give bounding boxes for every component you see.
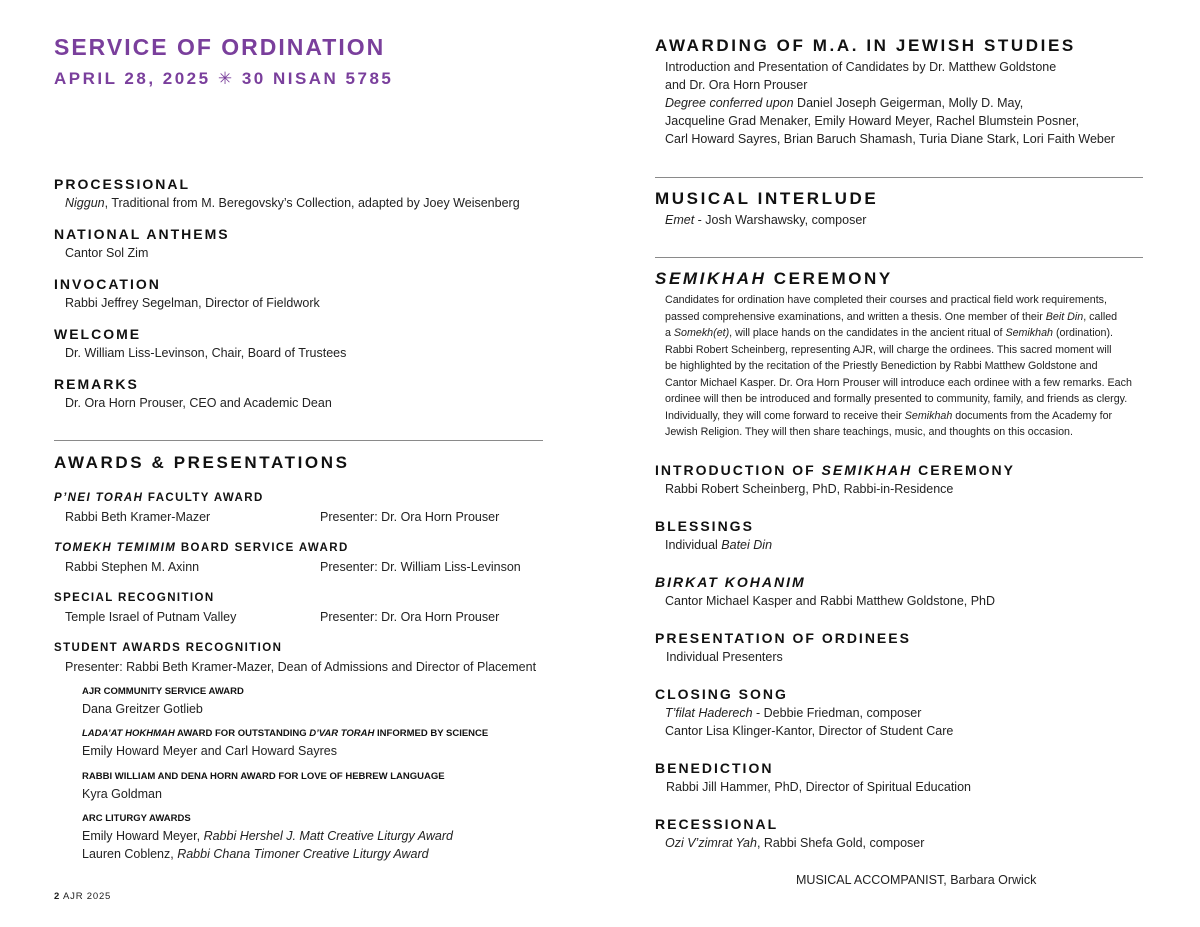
tomekh-heading bbox=[54, 542, 349, 554]
right-divider-2 bbox=[655, 257, 1143, 258]
footer-label: AJR 2025 bbox=[63, 891, 112, 902]
semikhah-p1: Candidates for ordination have completed their courses and practical field work requirements, bbox=[665, 294, 1107, 306]
arc-line1-name: Emily Howard Meyer, bbox=[82, 829, 204, 843]
recessional-credit: , Rabbi Shefa Gold, composer bbox=[756, 836, 925, 850]
tomekh-italic: TOMEKH TEMIMIM bbox=[54, 542, 177, 554]
date-separator-icon: ✳ bbox=[217, 69, 235, 88]
intro-text: Rabbi Robert Scheinberg, PhD, Rabbi-in-Residence bbox=[665, 482, 954, 496]
recessional-title: Ozi V’zimrat Yah bbox=[665, 836, 757, 850]
ma-heading: AWARDING OF M.A. IN JEWISH STUDIES bbox=[655, 36, 1076, 55]
semikhah-p8-a: Individually, they will come forward to receive their bbox=[665, 409, 905, 422]
closing-song-line2: Cantor Lisa Klinger-Kantor, Director of Student Care bbox=[665, 724, 954, 738]
date-gregorian: APRIL 28, 2025 bbox=[54, 69, 211, 88]
beit-din-italic: Beit Din bbox=[1045, 310, 1084, 323]
processional-text bbox=[65, 194, 520, 212]
semikhah-p2 bbox=[665, 309, 1132, 326]
arc-liturgy-line1 bbox=[82, 827, 453, 845]
ladaat-italic: LADA’AT HOKHMAH bbox=[82, 728, 175, 739]
semikhah-p2-end: , called bbox=[1083, 310, 1118, 323]
semikhah-italic: SEMIKHAH bbox=[655, 269, 767, 288]
pnei-torah-recipient: Rabbi Beth Kramer-Mazer bbox=[65, 510, 211, 524]
recessional-heading: RECESSIONAL bbox=[655, 816, 779, 832]
musical-accompanist: MUSICAL ACCOMPANIST, Barbara Orwick bbox=[796, 873, 1037, 887]
semikhah-p8-italic: Semikhah bbox=[904, 409, 953, 422]
remarks-text: Dr. Ora Horn Prouser, CEO and Academic Dean bbox=[65, 396, 332, 410]
student-awards-presenter: Presenter: Rabbi Beth Kramer-Mazer, Dean of Admissions and Director of Placement bbox=[65, 660, 537, 674]
closing-song-title: T’filat Haderech bbox=[665, 706, 753, 720]
ma-line2: and Dr. Ora Horn Prouser bbox=[665, 78, 808, 92]
semikhah-heading bbox=[655, 269, 893, 289]
ma-line1: Introduction and Presentation of Candidates by Dr. Matthew Goldstone bbox=[665, 60, 1057, 74]
interlude-credit: - Josh Warshawsky, composer bbox=[694, 213, 867, 227]
presentation-heading: PRESENTATION OF ORDINEES bbox=[655, 630, 911, 646]
community-service-recipient: Dana Greitzer Gotlieb bbox=[82, 702, 203, 716]
somekh-italic: Somekh(et) bbox=[673, 327, 730, 339]
ma-line4: Jacqueline Grad Menaker, Emily Howard Meyer, Rachel Blumstein Posner, bbox=[665, 114, 1080, 128]
arc-liturgy-heading: ARC LITURGY AWARDS bbox=[82, 813, 191, 824]
arc-line2-award: Rabbi Chana Timoner Creative Liturgy Award bbox=[177, 847, 429, 861]
national-anthems-heading: NATIONAL ANTHEMS bbox=[54, 226, 230, 242]
semikhah-p7: ordinee will then be introduced and formally presented to community, family, and friends as clergy. bbox=[665, 393, 1128, 405]
blessings-text-a: Individual bbox=[665, 538, 722, 552]
awards-heading: AWARDS & PRESENTATIONS bbox=[54, 453, 350, 472]
ma-line3 bbox=[665, 94, 1023, 112]
date-hebrew: 30 NISAN 5785 bbox=[241, 69, 394, 88]
semikhah-rest: CEREMONY bbox=[766, 269, 893, 288]
semikhah-p3-b: , will place hands on the candidates in the ancient ritual of bbox=[729, 327, 1006, 339]
pnei-torah-heading bbox=[54, 492, 264, 504]
special-recognition-heading: SPECIAL RECOGNITION bbox=[54, 592, 215, 604]
ma-degree-italic: Degree conferred upon bbox=[665, 96, 794, 110]
semikhah-p4: Rabbi Robert Scheinberg, representing AJR, will charge the ordinees. This sacred moment will bbox=[665, 343, 1112, 356]
processional-title: Niggun bbox=[65, 196, 105, 210]
intro-heading bbox=[655, 462, 1015, 478]
welcome-heading: WELCOME bbox=[54, 326, 142, 342]
semikhah-p3-a: a bbox=[665, 327, 674, 339]
community-service-heading: AJR COMMUNITY SERVICE AWARD bbox=[82, 686, 244, 697]
birkat-heading bbox=[655, 574, 806, 590]
semikhah-p3-italic: Semikhah bbox=[1005, 327, 1053, 339]
intro-heading-a: INTRODUCTION OF bbox=[655, 462, 822, 478]
pnei-torah-italic: P’NEI TORAH bbox=[54, 492, 144, 504]
semikhah-p3 bbox=[665, 325, 1132, 342]
processional-heading: PROCESSIONAL bbox=[54, 176, 191, 192]
horn-award-heading: RABBI WILLIAM AND DENA HORN AWARD FOR LOVE OF HEBREW LANGUAGE bbox=[82, 771, 445, 782]
ladaat-recipient: Emily Howard Meyer and Carl Howard Sayres bbox=[82, 744, 337, 758]
arc-line2-name: Lauren Coblenz, bbox=[82, 847, 178, 861]
horn-award-recipient: Kyra Goldman bbox=[82, 787, 162, 801]
blessings-heading: BLESSINGS bbox=[655, 518, 754, 534]
page-title: SERVICE OF ORDINATION bbox=[54, 34, 386, 60]
ladaat-mid: AWARD FOR OUTSTANDING bbox=[174, 728, 310, 739]
intro-heading-b: CEREMONY bbox=[912, 462, 1016, 478]
tomekh-recipient: Rabbi Stephen M. Axinn bbox=[65, 560, 200, 574]
birkat-italic: BIRKAT KOHANIM bbox=[655, 574, 806, 590]
ladaat-heading bbox=[82, 728, 488, 739]
service-date bbox=[54, 69, 393, 89]
welcome-text: Dr. William Liss-Levinson, Chair, Board of Trustees bbox=[65, 346, 347, 360]
presentation-text: Individual Presenters bbox=[666, 650, 783, 664]
left-divider bbox=[54, 440, 543, 441]
semikhah-p8-b: documents from the Academy for bbox=[952, 409, 1113, 422]
benediction-text: Rabbi Jill Hammer, PhD, Director of Spiritual Education bbox=[666, 780, 971, 794]
closing-song-text bbox=[665, 704, 921, 722]
national-anthems-text: Cantor Sol Zim bbox=[65, 246, 149, 260]
page-footer bbox=[54, 891, 111, 902]
batei-din-italic: Batei Din bbox=[721, 538, 773, 552]
semikhah-paragraph bbox=[665, 292, 1132, 441]
ladaat-rest: INFORMED BY SCIENCE bbox=[374, 728, 489, 739]
pnei-torah-presenter: Presenter: Dr. Ora Horn Prouser bbox=[320, 510, 500, 524]
remarks-heading: REMARKS bbox=[54, 376, 139, 392]
arc-liturgy-line2 bbox=[82, 845, 429, 863]
closing-song-credit: - Debbie Friedman, composer bbox=[752, 706, 922, 720]
recessional-text bbox=[665, 834, 924, 852]
semikhah-p9: Jewish Religion. They will then share teachings, music, and thoughts on this occasion. bbox=[665, 426, 1073, 438]
semikhah-p6: Cantor Michael Kasper. Dr. Ora Horn Prouser will introduce each ordinee with a few remarks. Each bbox=[665, 376, 1132, 389]
semikhah-p2-a: passed comprehensive examinations, and written a thesis. One member of their bbox=[665, 310, 1046, 323]
ma-line5: Carl Howard Sayres, Brian Baruch Shamash, Turia Diane Stark, Lori Faith Weber bbox=[665, 132, 1115, 146]
processional-credit: , Traditional from M. Beregovsky’s Collection, adapted by Joey Weisenberg bbox=[104, 196, 520, 210]
intro-heading-italic: SEMIKHAH bbox=[821, 462, 913, 478]
special-recognition-recipient: Temple Israel of Putnam Valley bbox=[65, 610, 237, 624]
semikhah-p3-c: (ordination). bbox=[1052, 327, 1113, 339]
benediction-heading: BENEDICTION bbox=[655, 760, 774, 776]
birkat-text: Cantor Michael Kasper and Rabbi Matthew Goldstone, PhD bbox=[665, 594, 996, 608]
invocation-heading: INVOCATION bbox=[54, 276, 161, 292]
pnei-torah-rest: FACULTY AWARD bbox=[143, 492, 264, 504]
invocation-text: Rabbi Jeffrey Segelman, Director of Fieldwork bbox=[65, 296, 320, 310]
semikhah-p5: be highlighted by the recitation of the Priestly Benediction by Rabbi Matthew Goldstone and bbox=[665, 360, 1098, 372]
closing-song-heading: CLOSING SONG bbox=[655, 686, 788, 702]
interlude-title: Emet bbox=[665, 213, 695, 227]
tomekh-presenter: Presenter: Dr. William Liss-Levinson bbox=[320, 560, 521, 574]
page-number: 2 bbox=[54, 891, 61, 902]
student-awards-heading: STUDENT AWARDS RECOGNITION bbox=[54, 642, 283, 654]
semikhah-p8 bbox=[665, 408, 1132, 425]
blessings-text bbox=[665, 536, 772, 554]
special-recognition-presenter: Presenter: Dr. Ora Horn Prouser bbox=[320, 610, 500, 624]
arc-line1-award: Rabbi Hershel J. Matt Creative Liturgy Award bbox=[203, 829, 453, 843]
interlude-text bbox=[665, 211, 866, 229]
dvar-torah-italic: D’VAR TORAH bbox=[309, 728, 375, 739]
tomekh-rest: BOARD SERVICE AWARD bbox=[176, 542, 349, 554]
ma-line3-rest: Daniel Joseph Geigerman, Molly D. May, bbox=[793, 96, 1024, 110]
right-divider-1 bbox=[655, 177, 1143, 178]
interlude-heading: MUSICAL INTERLUDE bbox=[655, 189, 879, 208]
